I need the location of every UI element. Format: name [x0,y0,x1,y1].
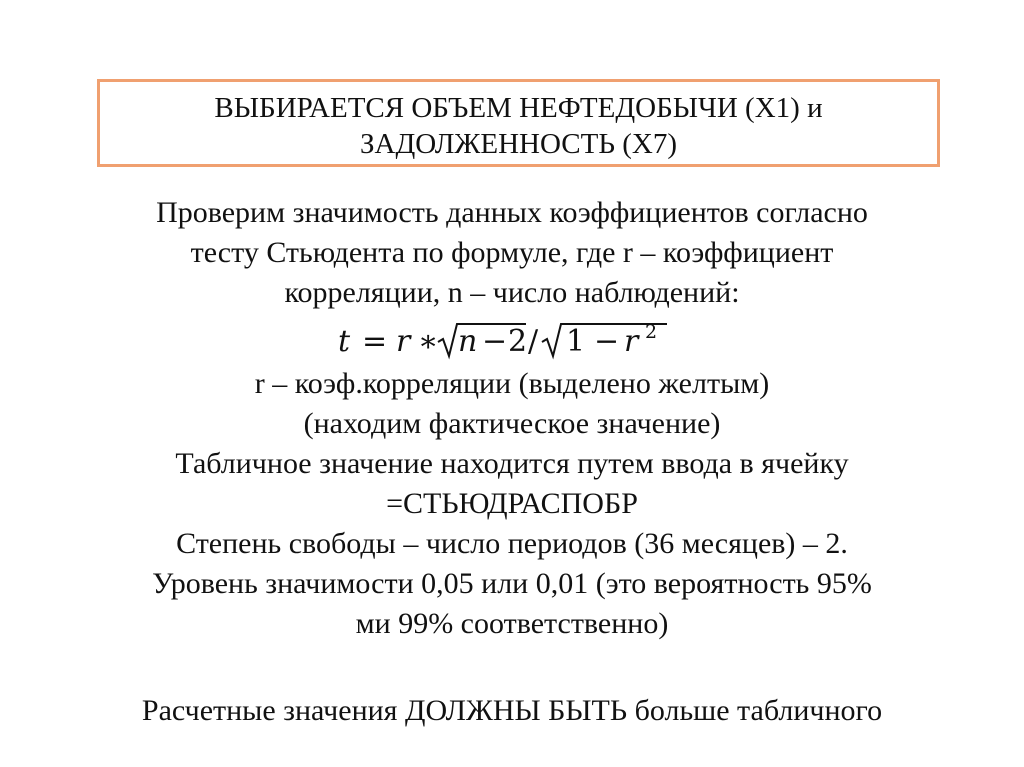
significance-line-2: ми 99% соответственно) [355,607,669,640]
significance-line-1: Уровень значимости 0,05 или 0,01 (это вероятность 95% [152,567,872,600]
conclusion-line [0,694,1024,728]
formula-r-squared-base: r [624,324,639,359]
intro-line-2: тесту Стьюдента по формуле, где r – коэффициент [190,236,834,269]
formula-equals: = [362,324,388,359]
formula-one: 1 [566,324,586,359]
title-box [97,79,940,167]
formula-slash: / [528,324,539,359]
formula-multiply: ∗ [418,324,439,359]
title-line-1: ВЫБИРАЕТСЯ ОБЪЕМ НЕФТЕДОБЫЧИ (X1) и [214,92,823,124]
table-line-2: =СТЬЮДРАСПОБР [386,487,638,520]
note-line-1: r – коэф.корреляции (выделено желтым) [254,367,770,400]
conclusion-prefix: Расчетные значения [141,694,405,727]
formula-minus-1: − [482,324,508,359]
conclusion-emphasis: ДОЛЖНЫ БЫТЬ [404,694,628,727]
formula-t: t [338,324,351,359]
degrees-of-freedom-line: Степень свободы – число периодов (36 месяцев) – 2. [176,527,848,560]
formula-r: r [396,324,411,359]
intro-line-1: Проверим значимость данных коэффициентов согласно [156,196,868,229]
formula-n: n [458,324,478,359]
formula-svg [332,318,692,362]
intro-line-3: корреляции, n – число наблюдений: [284,276,740,309]
student-t-formula [0,318,1024,362]
title-line-2: ЗАДОЛЖЕННОСТЬ (X7) [359,128,678,160]
conclusion-suffix: больше табличного [627,694,883,727]
note-line-2: (находим фактическое значение) [303,407,721,440]
formula-two: 2 [508,324,528,359]
formula-minus-2: − [594,324,620,359]
table-line-1: Табличное значение находится путем ввода в ячейку [175,447,849,480]
formula-exponent: 2 [645,321,658,343]
